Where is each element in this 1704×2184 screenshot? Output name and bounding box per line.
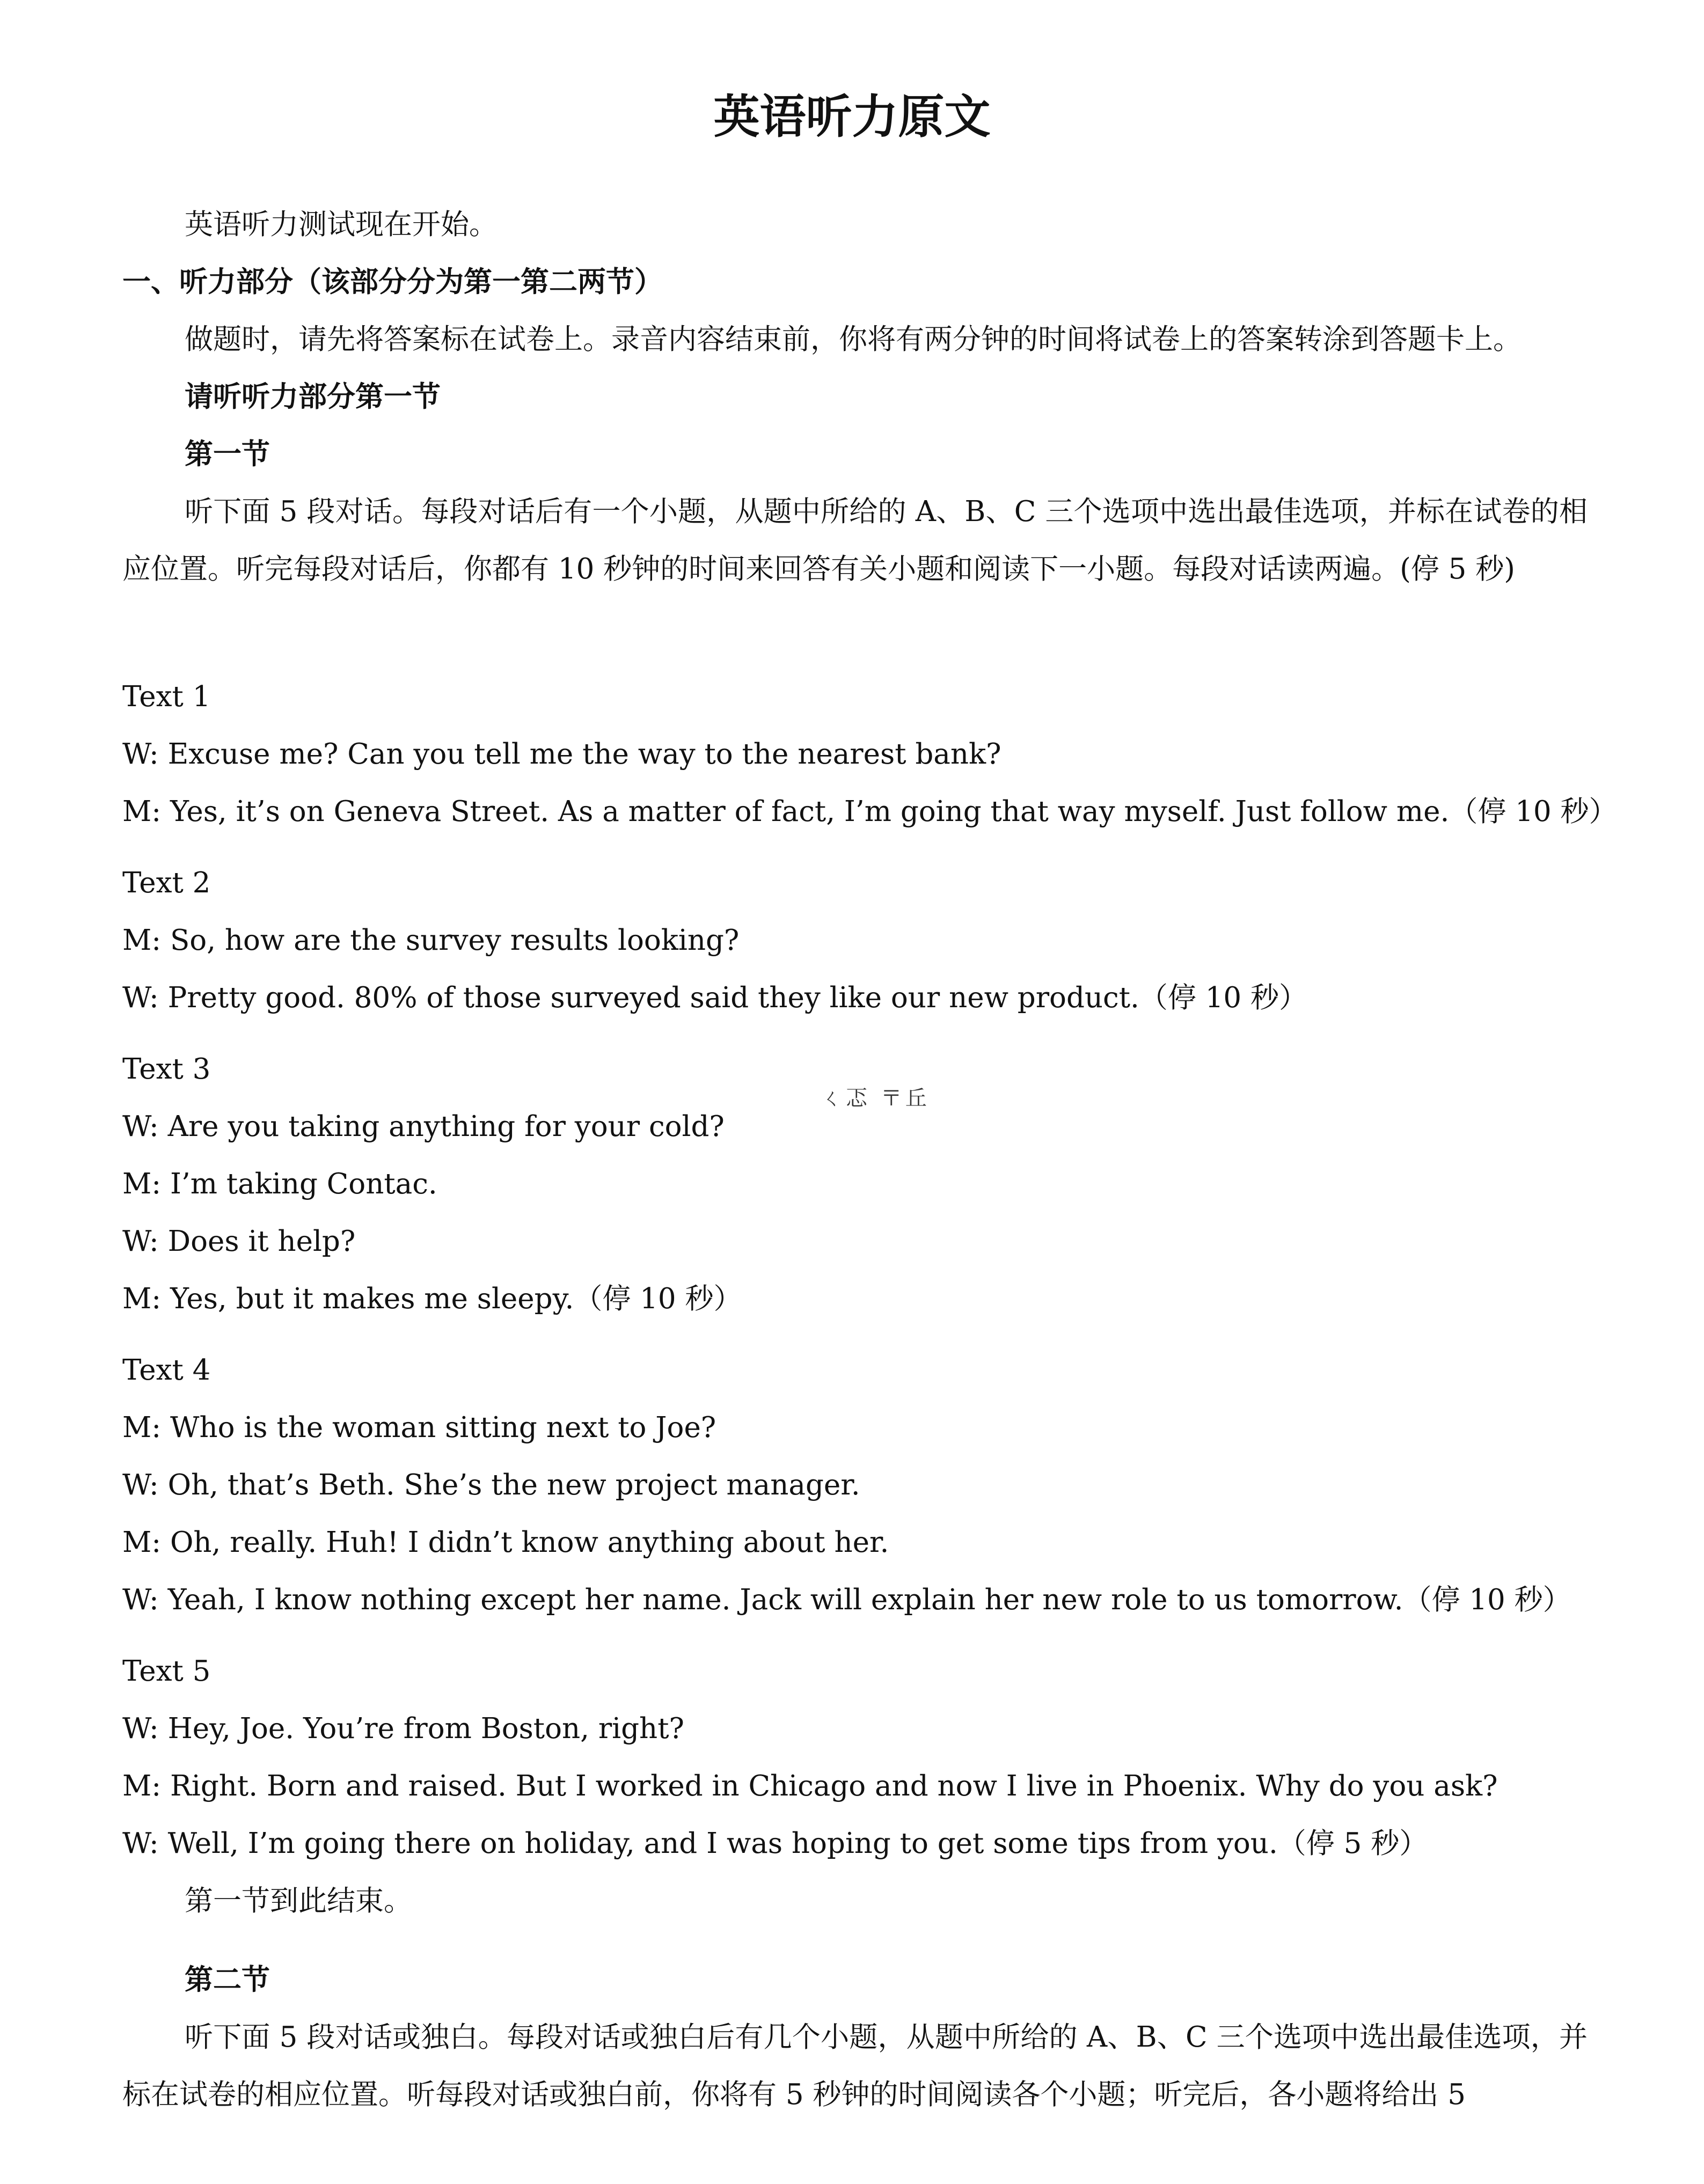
text2-label: Text 2 (122, 867, 211, 899)
section1-directions: 听下面 5 段对话。每段对话后有一个小题，从题中所给的 A、B、C 三个选项中选出最佳选项，并标在试卷的相应位置。听完每段对话后，你都有 10 秒钟的时间来回答有关小题和阅读下一小题。每段对话读两遍。(停 5 秒) (122, 495, 1588, 585)
text4-label: Text 4 (122, 1354, 211, 1387)
text4-line1: M: Who is the woman sitting next to Joe? (122, 1411, 716, 1444)
intro-line: 英语听力测试现在开始。 (185, 208, 498, 241)
section2-heading: 第二节 (185, 1963, 270, 1996)
section2-directions: 听下面 5 段对话或独白。每段对话或独白后有几个小题，从题中所给的 A、B、C 三个选项中选出最佳选项，并标在试卷的相应位置。听每段对话或独白前，你将有 5 秒钟的时间阅读各个小题；听完后，各小题将给出 5 (122, 2021, 1588, 2111)
text5-label: Text 5 (122, 1655, 211, 1688)
listen-part1: 请听听力部分第一节 (185, 380, 441, 413)
section1-end: 第一节到此结束。 (185, 1885, 412, 1917)
text4-line3: M: Oh, really. Huh! I didn’t know anything about her. (122, 1526, 889, 1559)
scan-artifact: ㄑ忑 〒丘 (821, 1086, 930, 1111)
text1-line1: W: Excuse me? Can you tell me the way to the nearest bank? (122, 738, 1001, 771)
part1-heading: 一、听力部分（该部分分为第一第二两节） (122, 266, 663, 298)
text4-line4: W: Yeah, I know nothing except her name. Jack will explain her new role to us tomorrow.（停 10 秒） (122, 1584, 1571, 1616)
text5-line3: W: Well, I’m going there on holiday, and I was hoping to get some tips from you.（停 5 秒） (122, 1827, 1428, 1860)
section1-heading: 第一节 (185, 438, 270, 471)
text5-line2: M: Right. Born and raised. But I worked in Chicago and now I live in Phoenix. Why do you ask? (122, 1770, 1498, 1802)
text5-line1: W: Hey, Joe. You’re from Boston, right? (122, 1712, 684, 1745)
text2-line1: M: So, how are the survey results looking? (122, 924, 740, 957)
instructions: 做题时，请先将答案标在试卷上。录音内容结束前，你将有两分钟的时间将试卷上的答案转涂到答题卡上。 (185, 323, 1522, 356)
text3-label: Text 3 (122, 1053, 211, 1086)
page-title: 英语听力原文 (713, 90, 991, 144)
text3-line4: M: Yes, but it makes me sleepy.（停 10 秒） (122, 1282, 742, 1315)
text3-line2: M: I’m taking Contac. (122, 1168, 437, 1200)
text1-line2: M: Yes, it’s on Geneva Street. As a matter of fact, I’m going that way myself. Just follow me.（停 10 秒） (122, 795, 1618, 828)
text4-line2: W: Oh, that’s Beth. She’s the new project manager. (122, 1469, 860, 1501)
text3-line1: W: Are you taking anything for your cold? (122, 1110, 725, 1143)
text3-line3: W: Does it help? (122, 1225, 356, 1258)
text1-label: Text 1 (122, 680, 211, 713)
text2-line2: W: Pretty good. 80% of those surveyed said they like our new product.（停 10 秒） (122, 981, 1307, 1014)
